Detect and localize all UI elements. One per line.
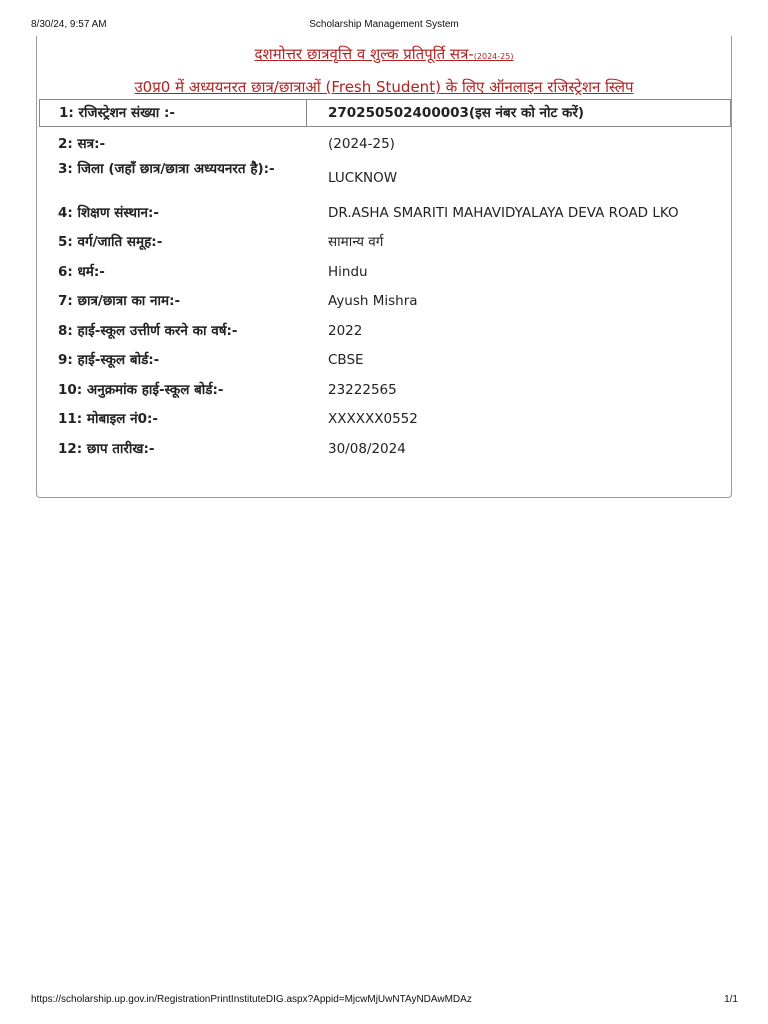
field-label: 2: सत्र:- bbox=[58, 136, 106, 152]
registration-number-row bbox=[39, 99, 731, 127]
field-value: DR.ASHA SMARITI MAHAVIDYALAYA DEVA ROAD LKO bbox=[328, 205, 679, 221]
field-label: 5: वर्ग/जाति समूह:- bbox=[58, 234, 163, 250]
registration-number-label: 1: रजिस्ट्रेशन संख्या :- bbox=[40, 100, 307, 126]
scheme-session: (2024-25) bbox=[473, 52, 514, 61]
scheme-title: दशमोत्तर छात्रवृत्ति व शुल्क प्रतिपूर्ति सत्र- bbox=[254, 45, 474, 63]
field-label: 8: हाई-स्कूल उत्तीर्ण करने का वर्ष:- bbox=[58, 323, 238, 339]
field-value: CBSE bbox=[328, 352, 364, 368]
field-label: 7: छात्र/छात्रा का नाम:- bbox=[58, 293, 181, 309]
field-value: 30/08/2024 bbox=[328, 441, 406, 457]
field-value: XXXXXX0552 bbox=[328, 411, 418, 427]
print-footer bbox=[0, 994, 768, 1008]
field-label: 4: शिक्षण संस्थान:- bbox=[58, 205, 160, 221]
print-header bbox=[0, 19, 768, 33]
page-number: 1/1 bbox=[724, 994, 738, 1005]
print-url: https://scholarship.up.gov.in/RegistrationPrintInstituteDIG.aspx?Appid=MjcwMjUwNTAyNDAwMDAz bbox=[31, 994, 472, 1005]
field-label: 3: जिला (जहाँ छात्र/छात्रा अध्ययनरत है):- bbox=[58, 161, 275, 177]
field-label: 6: धर्म:- bbox=[58, 264, 105, 280]
slip-heading-primary bbox=[0, 44, 768, 67]
registration-number-value: 270250502400003(इस नंबर को नोट करें) bbox=[328, 105, 585, 121]
field-value: 2022 bbox=[328, 323, 363, 339]
field-label: 9: हाई-स्कूल बोर्ड:- bbox=[58, 352, 160, 368]
slip-heading-secondary: उ0प्र0 में अध्ययनरत छात्र/छात्राओं (Fresh Student) के लिए ऑनलाइन रजिस्ट्रेशन स्लिप bbox=[134, 78, 634, 96]
field-label: 11: मोबाइल नं0:- bbox=[58, 411, 159, 427]
print-datetime: 8/30/24, 9:57 AM bbox=[31, 19, 107, 30]
field-label: 12: छाप तारीख:- bbox=[58, 441, 155, 457]
field-value: Ayush Mishra bbox=[328, 293, 418, 309]
field-value: 23222565 bbox=[328, 382, 397, 398]
field-value: LUCKNOW bbox=[328, 170, 398, 186]
field-label: 10: अनुक्रमांक हाई-स्कूल बोर्ड:- bbox=[58, 382, 224, 398]
print-page-title: Scholarship Management System bbox=[309, 19, 459, 30]
field-value: (2024-25) bbox=[328, 136, 395, 152]
field-value: सामान्य वर्ग bbox=[328, 234, 384, 250]
field-value: Hindu bbox=[328, 264, 368, 280]
